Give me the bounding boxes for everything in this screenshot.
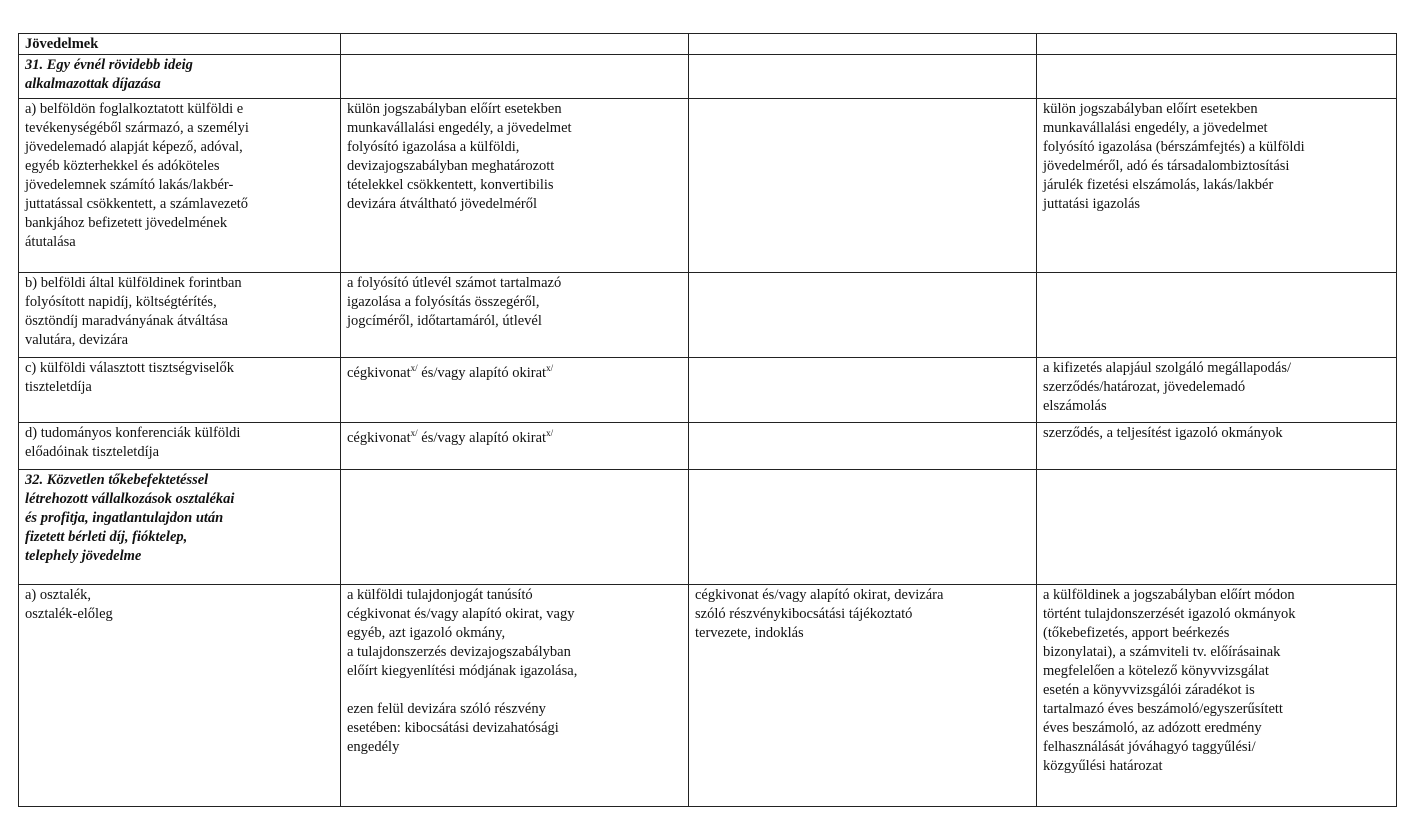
row-c-label-cell — [19, 358, 341, 423]
row-32a-col3-cell — [689, 585, 1037, 807]
table-row — [19, 273, 1397, 358]
founding-document-text: és/vagy alapító okirat — [417, 364, 547, 381]
row-d-col2-cell — [341, 423, 689, 470]
row-b-documents: a folyósító útlevél számot tartalmazó igazolása a folyósítás összegéről, jogcíméről, időtartamáról, útlevél — [347, 275, 562, 329]
empty-cell — [341, 470, 689, 585]
row-d-col4-cell — [1037, 423, 1397, 470]
empty-cell — [341, 55, 689, 99]
header-row — [19, 34, 1397, 55]
header-income: Jövedelmek — [25, 36, 99, 52]
footnote-mark: x/ — [546, 428, 554, 438]
header-income-cell — [19, 34, 341, 55]
table-row — [19, 99, 1397, 273]
row-d-col3-cell — [689, 423, 1037, 470]
row-32a-col4-cell — [1037, 585, 1397, 807]
footnote-mark: x/ — [410, 363, 418, 373]
row-b-col2-cell — [341, 273, 689, 358]
row-d-label: d) tudományos konferenciák külföldi előadóinak tiszteletdíja — [25, 425, 241, 460]
row-b-col4-cell — [1037, 273, 1397, 358]
row-32a-col4-documents: a külföldinek a jogszabályban előírt módon történt tulajdonszerzését igazoló okmányok (tőkebefizetés, apport beérkezés bizonylatai), a számviteli tv. előírásainak megfelelően a kötelező könyvvizsgálat esetén a könyvvizsgálói záradékot is tartalmazó éves beszámoló/egyszerűsített éves beszámoló, az adózott eredmény felhasználását jóváhagyó taggyűlési/ közgyűlési határozat — [1043, 587, 1296, 774]
row-c-col2-cell — [341, 358, 689, 423]
row-a-label: a) belföldön foglalkoztatott külföldi e tevékenységéből származó, a személyi jövedelemadó alapját képező, adóval, egyéb közterhekkel és adóköteles jövedelemnek számító lakás/lakbér- juttatással csökkentett, a számlavezető bankjához befizetett jövedelmének átutalása — [25, 101, 249, 250]
row-d-col4-documents: szerződés, a teljesítést igazoló okmányok — [1043, 425, 1283, 441]
empty-cell — [689, 55, 1037, 99]
table-row — [19, 585, 1397, 807]
row-32a-documents: a külföldi tulajdonjogát tanúsító cégkivonat és/vagy alapító okirat, vagy egyéb, azt igazoló okmány, a tulajdonszerzés devizajogszabályban előírt kiegyenlítési módjának igazolása, ezen felül devizára szóló részvény esetében: kibocsátási devizahatósági engedély — [347, 587, 578, 755]
company-extract-text: cégkivonat — [347, 429, 411, 446]
row-b-label-cell — [19, 273, 341, 358]
row-32a-label-cell — [19, 585, 341, 807]
table-row — [19, 358, 1397, 423]
row-c-col4-cell — [1037, 358, 1397, 423]
row-32a-col3-documents: cégkivonat és/vagy alapító okirat, devizára szóló részvénykibocsátási tájékoztató tervezete, indoklás — [695, 587, 944, 641]
row-a-label-cell — [19, 99, 341, 273]
empty-cell — [1037, 55, 1397, 99]
row-a-col4-cell — [1037, 99, 1397, 273]
row-d-documents — [347, 430, 553, 446]
section-31-row — [19, 55, 1397, 99]
section-32-row — [19, 470, 1397, 585]
founding-document-text: és/vagy alapító okirat — [417, 429, 547, 446]
row-b-col3-cell — [689, 273, 1037, 358]
section-31-title: 31. Egy évnél rövidebb ideig alkalmazottak díjazása — [25, 57, 193, 92]
income-table — [18, 33, 1397, 807]
header-col3 — [689, 34, 1037, 55]
row-c-col3-cell — [689, 358, 1037, 423]
row-32a-label: a) osztalék, osztalék-előleg — [25, 587, 113, 622]
row-d-label-cell — [19, 423, 341, 470]
empty-cell — [689, 470, 1037, 585]
row-a-col3-cell — [689, 99, 1037, 273]
company-extract-text: cégkivonat — [347, 364, 411, 381]
row-c-documents — [347, 365, 553, 381]
section-32-cell — [19, 470, 341, 585]
header-col2 — [341, 34, 689, 55]
section-31-cell — [19, 55, 341, 99]
row-c-label: c) külföldi választott tisztségviselők tiszteletdíja — [25, 360, 234, 395]
row-a-documents: külön jogszabályban előírt esetekben munkavállalási engedély, a jövedelmet folyósító igazolása a külföldi, devizajogszabályban meghatározott tételekkel csökkentett, konvertibilis devizára átváltható jövedelméről — [347, 101, 572, 212]
row-c-col4-documents: a kifizetés alapjául szolgáló megállapodás/ szerződés/határozat, jövedelemadó elszámolás — [1043, 360, 1292, 414]
footnote-mark: x/ — [546, 363, 554, 373]
row-b-label: b) belföldi által külföldinek forintban folyósított napidíj, költségtérítés, ösztöndíj maradványának átváltása valutára, devizára — [25, 275, 242, 348]
row-32a-col2-cell — [341, 585, 689, 807]
row-a-col2-cell — [341, 99, 689, 273]
row-a-col4-documents: külön jogszabályban előírt esetekben munkavállalási engedély, a jövedelmet folyósító igazolása (bérszámfejtés) a külföldi jövedelméről, adó és társadalombiztosítási járulék fizetési elszámolás, lakás/lakbér juttatási igazolás — [1043, 101, 1305, 212]
table-row — [19, 423, 1397, 470]
section-32-title: 32. Közvetlen tőkebefektetéssel létrehozott vállalkozások osztalékai és profitja, ingatlantulajdon után fizetett bérleti díj, fióktelep, telephely jövedelme — [25, 472, 235, 564]
empty-cell — [1037, 470, 1397, 585]
header-col4 — [1037, 34, 1397, 55]
footnote-mark: x/ — [410, 428, 418, 438]
